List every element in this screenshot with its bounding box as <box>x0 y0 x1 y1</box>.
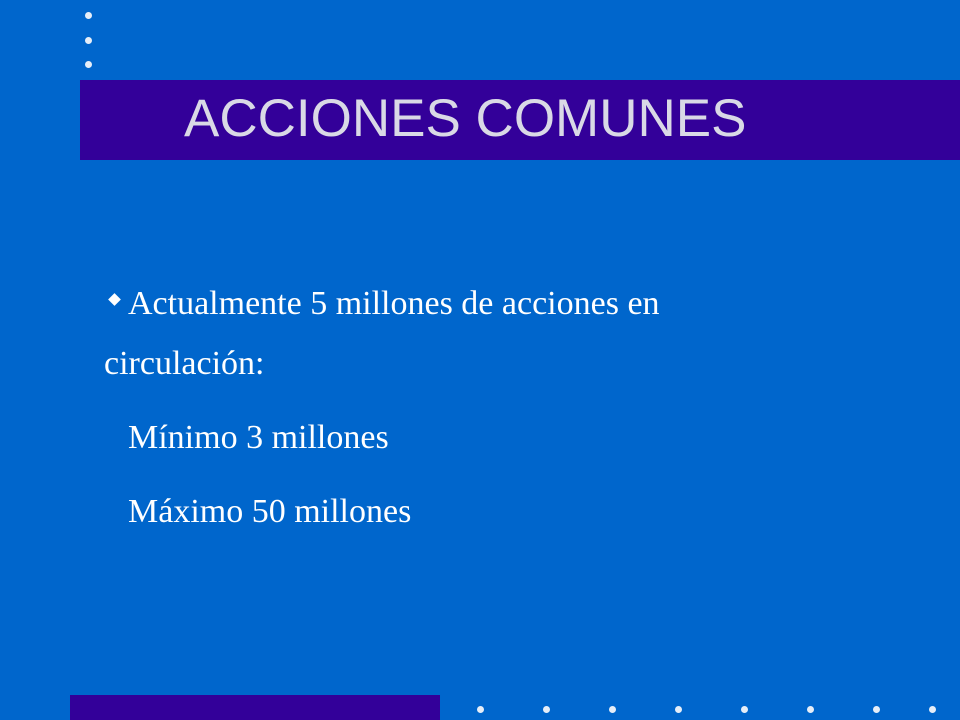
bottom-dot-7 <box>873 706 880 713</box>
bottom-dot-5 <box>741 706 748 713</box>
sub-item-minimum: Mínimo 3 millones <box>128 419 389 456</box>
bottom-dot-8 <box>929 706 936 713</box>
bottom-dot-6 <box>807 706 814 713</box>
sub-item-maximum: Máximo 50 millones <box>128 493 412 530</box>
bullet-block <box>104 274 864 394</box>
top-left-dot-1 <box>85 12 92 19</box>
bullet-line-2: circulación: <box>104 345 265 382</box>
top-left-dot-2 <box>85 37 92 44</box>
slide-title: ACCIONES COMUNES <box>184 89 747 148</box>
footer-bar <box>70 695 440 720</box>
bottom-dot-3 <box>609 706 616 713</box>
bullet-text-line-1: Actualmente 5 millones de acciones en <box>128 285 660 322</box>
top-left-dot-3 <box>85 61 92 68</box>
diamond-bullet-icon <box>108 293 121 306</box>
bullet-line-1 <box>104 274 864 334</box>
bottom-dot-2 <box>543 706 550 713</box>
bottom-dot-4 <box>675 706 682 713</box>
bottom-dot-1 <box>477 706 484 713</box>
